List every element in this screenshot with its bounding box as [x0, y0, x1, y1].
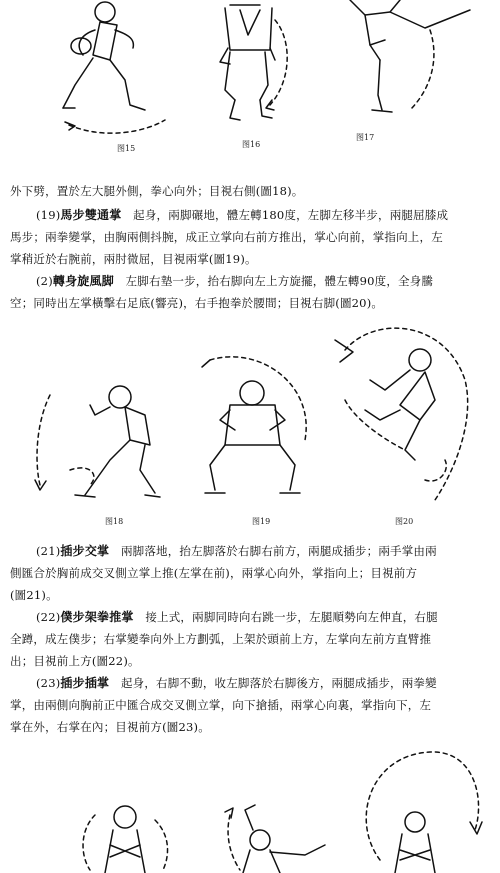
figure-22 — [215, 800, 330, 873]
figure-20 — [325, 320, 485, 510]
step-title: 插步交掌 — [60, 544, 110, 558]
paragraph-22 — [10, 606, 490, 672]
text-line: 接上式，兩脚同時向右跳一步，左腿順勢向左伸直，右腿 — [145, 610, 438, 624]
figure-19-caption: 图19 — [252, 517, 271, 526]
figure-16 — [200, 0, 300, 140]
paragraph-21 — [10, 540, 490, 606]
text-line — [10, 672, 490, 694]
paragraph-19 — [10, 204, 490, 270]
figure-17 — [330, 0, 480, 130]
text-line: 掌在外，右掌在內；目視前方(圖23)。 — [10, 720, 210, 734]
text-line: 出；目視前上方(圖22)。 — [10, 654, 140, 668]
paragraph-17-tail — [10, 180, 490, 202]
figure-21 — [75, 795, 180, 873]
text-line: 全蹲，成左僕步；右掌變拳向外上方劃弧，上架於頭前上方，左掌向左前方直臂推 — [10, 632, 432, 646]
step-number: (21) — [36, 544, 61, 558]
figure-20-caption: 图20 — [395, 517, 414, 526]
text-line: 外下劈，置於左大腿外側，拳心向外；目視右側(圖18)。 — [10, 184, 304, 198]
step-title: 僕步架拳推掌 — [60, 610, 134, 624]
text-line: 側匯合於胸前成交叉側立掌上推(左掌在前)，兩掌心向外，掌指向上；目視前方 — [10, 566, 418, 580]
step-title: 插步插掌 — [60, 676, 110, 690]
text-line: 左脚右墊一步，抬右脚向左上方旋擺，體左轉90度，全身騰 — [125, 274, 434, 288]
text-line: 掌，由兩側向胸前正中匯合成交叉側立掌，向下搶插，兩掌心向裏，掌指向下，左 — [10, 698, 432, 712]
figure-18-caption: 图18 — [105, 517, 124, 526]
step-number: (19) — [36, 208, 61, 222]
text-line — [10, 270, 490, 292]
text-line: 空；同時出左掌橫擊右足底(響亮)，右手抱拳於腰間；目視右脚(圖20)。 — [10, 296, 384, 310]
text-line — [10, 606, 490, 628]
figure-15 — [55, 0, 175, 140]
text-line — [10, 540, 490, 562]
step-number: (2) — [36, 274, 53, 288]
paragraph-23 — [10, 672, 490, 738]
figure-19 — [190, 355, 315, 510]
figure-18 — [30, 375, 175, 510]
text-line: 馬步；兩拳變掌，由胸兩側抖腕，成正立掌向右前方推出，掌心向前，掌指向上，左 — [10, 230, 443, 244]
step-number: (23) — [36, 676, 61, 690]
text-line: 兩脚落地，抬左脚落於右脚右前方，兩腿成插步；兩手掌由兩 — [120, 544, 437, 558]
paragraph-20 — [10, 270, 490, 314]
text-line: 起身，右脚不動，收左脚落於右脚後方，兩腿成插步，兩拳變 — [120, 676, 437, 690]
text-line: 起身，兩脚碾地，體左轉180度，左脚左移半步，兩腿屈膝成 — [133, 208, 449, 222]
step-title: 轉身旋風脚 — [52, 274, 114, 288]
step-title: 馬步雙通掌 — [60, 208, 122, 222]
text-line: 掌稍近於右腕前，兩肘微屈，目視兩掌(圖19)。 — [10, 252, 257, 266]
figure-15-caption: 图15 — [117, 144, 136, 153]
figure-17-caption: 图17 — [356, 133, 375, 142]
figure-23 — [350, 750, 485, 873]
text-line — [10, 204, 490, 226]
step-number: (22) — [36, 610, 61, 624]
text-line: (圖21)。 — [10, 588, 58, 602]
figure-16-caption: 图16 — [242, 140, 261, 149]
